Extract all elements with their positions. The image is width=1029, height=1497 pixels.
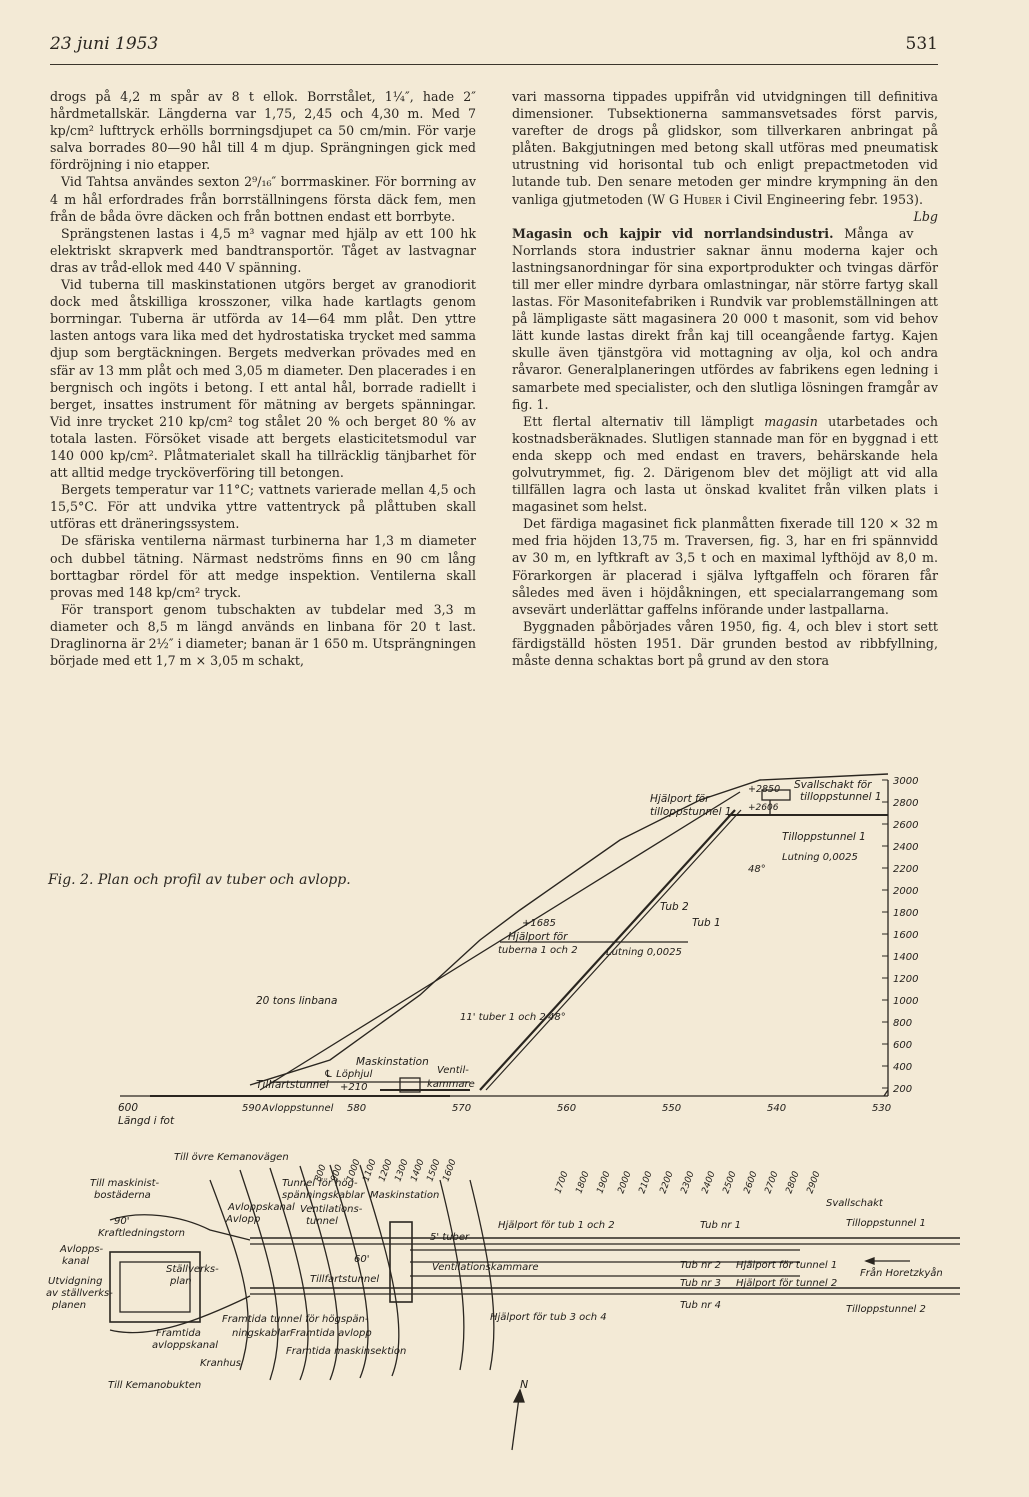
paragraph-text: Ett flertal alternativ till lämpligt — [523, 413, 754, 429]
chainage-tick-label: 550 — [662, 1103, 682, 1114]
chainage-tick-label: 530 — [872, 1103, 892, 1114]
label-tillfartstunnel: Tillfartstunnel — [256, 1079, 329, 1091]
paragraph: drogs på 4,2 m spår av 8 t ellok. Borrstålet, 1¼″, hade 2″ hårdmetallskär. Längderna var 1,75, 2,45 och 4,30 m. Med 7 kp/cm² lufttryck erhölls borrningsdjupet ca 50 cm/min. För varje salva borrades 80—90 hål till 4 m djup. Sprängningen gick med fördröjning i nio etapper. — [50, 89, 476, 173]
label-tub-nr2: Tub nr 2 — [680, 1260, 721, 1271]
paragraph: Vid Tahtsa användes sexton 2⁹/₁₆″ borrmaskiner. För borrning av 4 m hål erfordrades från borrställningens första däck fem, men från de båda övre däcken och från bottnen endast ett borrbyte. — [50, 174, 476, 224]
paragraph: Bergets temperatur var 11°C; vattnets varierade mellan 4,5 och 15,5°C. För att undvika yttre vattentryck på plåttuben skall utföras ett dräneringssystem. — [50, 482, 476, 532]
label-utvidgning: planen — [52, 1300, 87, 1311]
section-paragraph — [512, 225, 938, 413]
label-hjalport-tuber: Hjälport för — [508, 931, 568, 943]
label-avloppskanal-left: kanal — [62, 1256, 90, 1267]
label-kranhus: Kranhus — [200, 1358, 242, 1369]
plan-diagram — [0, 1140, 1029, 1497]
label-north: N — [520, 1378, 529, 1391]
label-lutning: Lutning 0,0025 — [782, 852, 858, 863]
elevation-tick-label: 2600 — [893, 820, 919, 831]
label-maskinstation: Maskinstation — [370, 1190, 440, 1201]
label-ventilationstunnel: tunnel — [306, 1216, 338, 1227]
label-lutning: Lutning 0,0025 — [606, 947, 682, 958]
label-length-num: 600 — [118, 1102, 139, 1114]
paragraph: För transport genom tubschakten av tubdelar med 3,3 m diameter och 8,5 m längd används en linbana för 20 t last. Draglinorna är 2½″ i diameter; banan är 1 650 m. Utsprängningen började med ett 1,7 m × 3,05 m schakt, — [50, 601, 476, 669]
page-header — [50, 30, 938, 65]
elevation-tick-label: 400 — [893, 1062, 913, 1073]
page-number: 531 — [905, 34, 938, 54]
paragraph — [512, 88, 938, 224]
label-tub-nr4: Tub nr 4 — [680, 1300, 721, 1311]
paragraph: Sprängstenen lastas i 4,5 m³ vagnar med hjälp av ett 100 hk elektriskt skrapverk med bandtransportör. Tåget av lastvagnar dras av tråd-ellok med 440 V spänning. — [50, 225, 476, 275]
profile-chainage-ticks — [242, 1103, 891, 1114]
plan-elevation-label: 2000 — [616, 1170, 634, 1196]
plan-elevation-label: 2600 — [742, 1170, 760, 1196]
plan-elevation-label: 2100 — [637, 1170, 655, 1196]
paragraph: Det färdiga magasinet fick planmåtten fixerade till 120 × 32 m med fria höjden 13,75 m. Traversen, fig. 3, har en fri spännvidd av 30 m, en lyftkraft av 3,5 t och en maximal lyfthöjd av 8,0 m. Förarkorgen är placerad i själva lyftgaffeln och föraren får således med även i höjdåkningen, ett specialarrangemang som avsevärt underlättar gaffelns införande under lastpallarna. — [512, 516, 938, 617]
label-tub2: Tub 2 — [660, 901, 689, 913]
left-column — [50, 88, 476, 669]
paragraph: De sfäriska ventilerna närmast turbinerna har 1,3 m diameter och dubbel tätning. Närmast nedströms finns en 90 cm lång borttagbar rördel för att medge inspektion. Ventilerna skall provas med 148 kp/cm² tryck. — [50, 533, 476, 600]
label-ninety: 90' — [114, 1216, 130, 1227]
label-framtida-tunnel: ningskablar — [232, 1328, 291, 1339]
label-tilloppstunnel1: Tilloppstunnel 1 — [846, 1218, 926, 1229]
label-sixty: 60' — [354, 1254, 370, 1265]
elevation-tick-label: 1200 — [893, 974, 919, 985]
label-fran-horetzkyan: Från Horetzkyån — [860, 1268, 943, 1279]
label-avlopp: Avlopp — [226, 1214, 261, 1225]
plan-elevation-label: 1100 — [361, 1158, 379, 1184]
label-hjalport-tunnel2: Hjälport för tunnel 2 — [736, 1278, 838, 1289]
label-avloppskanal: Avloppskanal — [228, 1202, 295, 1213]
chainage-tick-label: 590 — [242, 1103, 262, 1114]
label-framtida-avlopp: Framtida avlopp — [290, 1328, 372, 1339]
plan-elevation-label: 1500 — [425, 1158, 443, 1184]
label-tillfartstunnel: Tillfartstunnel — [310, 1274, 380, 1285]
label-5-tuber: 5' tuber — [430, 1232, 470, 1243]
label-svallschakt: Svallschakt för — [794, 779, 872, 791]
label-hjalport-tuber: tuberna 1 och 2 — [498, 945, 578, 956]
author-name: Huber — [683, 191, 722, 207]
plan-elevation-label: 1200 — [377, 1158, 395, 1184]
label-stallverksplan: plan — [170, 1276, 192, 1287]
label-framtida-maskinsektion: Framtida maskinsektion — [286, 1346, 407, 1357]
label-tub-nr3: Tub nr 3 — [680, 1278, 721, 1289]
plan-elevation-label: 2800 — [784, 1170, 802, 1196]
paragraph: Vid tuberna till maskinstationen utgörs berget av granodiorit dock med åtskilliga krosszoner, vilka hade kartlagts genom borrningar. Tuberna är utförda av 14—64 mm plåt. Den yttre lasten antogs vara lika med det hydrostatiska trycket med samma djup som bergtäckningen. Bergets medverkan prövades med en sfär av 13 mm plåt och med 3,05 m diameter. Den placerades i en bergnisch och ingöts i betong. I ett antal hål, borrade radiellt i berget, insattes instrument för mätning av bergets spänningar. Vid inre trycket 210 kp/cm² tog stålet 20 % och berget 80 % av totala lasten. Försöket visade att bergets elasticitetsmodul var 140 000 kp/cm². Plåtmaterialet skall ha tillräcklig tänjbarhet för att alltid medge trycköverföring till betongen. — [50, 277, 476, 481]
maskinstation-block — [390, 1222, 412, 1302]
plan-elevation-label: 2200 — [658, 1170, 676, 1196]
chainage-tick-label: 570 — [452, 1103, 472, 1114]
label-till-ovre-kemanovagen: Till övre Kemanovägen — [174, 1152, 289, 1163]
label-utvidgning: av ställverks- — [46, 1288, 113, 1299]
label-avloppskanal-left: Avlopps- — [60, 1244, 104, 1255]
label-ventilationskammare: Ventilationskammare — [432, 1262, 539, 1273]
plan-elevation-label: 1800 — [574, 1170, 592, 1196]
elevation-tick-label: 1600 — [893, 930, 919, 941]
plan-elevation-label: 1000 — [345, 1158, 363, 1184]
plan-elevation-label: 2700 — [763, 1170, 781, 1196]
label-framtida-avloppskanal: avloppskanal — [152, 1340, 219, 1351]
label-maskinstation: Maskinstation — [356, 1056, 429, 1068]
section-title: Magasin och kajpir vid norrlandsindustri. — [512, 225, 834, 241]
label-tunnel-hogspanning: spänningskablar — [282, 1190, 365, 1201]
label-tilloppstunnel: Tilloppstunnel 1 — [782, 831, 866, 843]
paragraph-text: Många av Norrlands stora industrier saknar ännu moderna kajer och lastningsanordningar för sina exportprodukter och tvingas därför till mer eller mindre dyrbara omlastningar, när större fartyg skall lastas. För Masonitefabriken i Rundvik var problemställningen att på lämpligaste sätt magasinera 20 000 t masonit, som vid behov lätt kunde lastas direkt från kaj till oceangående fartyg. Kajen skulle även tjänstgöra vid mottagning av olja, kol och andra råvaror. Generalplaneringen utfördes av fabrikens egen ledning i samarbete med specialister, och den slutliga lösningen framgår av fig. 1. — [512, 225, 938, 412]
paragraph-text: vari massorna tippades uppifrån vid utvidgningen till definitiva dimensioner. Tubsektionerna sammansvetsades först parvis, varefter de drogs på glidskor, som tillverkaren anbringat på plåten. Bakgjutningen med betong skall utföras med pneumatisk utrustning vid horisontal tub och enligt prepactmetoden vid lutande tub. Den senare metoden ger mindre krympning än den vanliga gjutmetoden (W G — [512, 89, 938, 207]
emphasis: magasin — [764, 413, 818, 429]
label-framtida-avloppskanal: Framtida — [156, 1328, 201, 1339]
paragraph — [512, 413, 938, 516]
chainage-tick-label: 580 — [347, 1103, 367, 1114]
plan-elevation-label: 1600 — [441, 1158, 459, 1184]
figure-caption: Fig. 2. Plan och profil av tuber och avlopp. — [48, 872, 351, 888]
elevation-tick-label: 1000 — [893, 996, 919, 1007]
plan-elevation-label: 1900 — [595, 1170, 613, 1196]
elevation-tick-label: 2200 — [893, 864, 919, 875]
elevation-tick-label: 1800 — [893, 908, 919, 919]
plan-elevation-label: 900 — [329, 1163, 345, 1184]
label-elevation: +2606 — [748, 803, 779, 813]
label-kraftledningstorn: Kraftledningstorn — [98, 1228, 186, 1239]
signature: Lbg — [913, 208, 938, 224]
elevation-tick-label: 2800 — [893, 798, 919, 809]
elevation-tick-label: 3000 — [893, 776, 919, 787]
label-linbana: 20 tons linbana — [256, 995, 338, 1007]
label-hjalport-tub34: Hjälport för tub 3 och 4 — [490, 1312, 607, 1323]
label-elevation: +1685 — [522, 918, 556, 929]
label-ventilationstunnel: Ventilations- — [300, 1204, 363, 1215]
label-utvidgning: Utvidgning — [48, 1276, 103, 1287]
label-angle: 48° — [748, 864, 766, 875]
profile-diagram — [0, 760, 1029, 1140]
elevation-tick-label: 2400 — [893, 842, 919, 853]
label-till-kemanobukten: Till Kemanobukten — [108, 1380, 202, 1391]
chainage-tick-label: 540 — [767, 1103, 787, 1114]
label-ventilkammare: kammare — [427, 1079, 475, 1090]
label-avloppstunnel: Avloppstunnel — [262, 1103, 334, 1114]
plan-elevation-label: 2300 — [679, 1170, 697, 1196]
cableway-line — [260, 792, 740, 1090]
plan-elevation-label: 1400 — [409, 1158, 427, 1184]
label-length-unit: Längd i fot — [118, 1115, 175, 1127]
elevation-tick-label: 1400 — [893, 952, 919, 963]
paragraph-text: utarbetades och kostnadsberäknades. Slutligen stannade man för en byggnad i ett enda skepp och med endast en travers, behärskande hela golvutrymmet, fig. 2. Därigenom blev det möjligt att vid alla tillfällen lagra och lasta ut önskad kvalitet från vilken plats i magasinet som helst. — [512, 413, 938, 515]
label-till-maskinistbostaderna: bostäderna — [94, 1190, 151, 1201]
elevation-tick-label: 800 — [893, 1018, 913, 1029]
label-hjalport: Hjälport för — [650, 793, 710, 805]
label-ventilkammare: Ventil- — [437, 1065, 469, 1076]
label-till-maskinistbostaderna: Till maskinist- — [90, 1178, 160, 1189]
label-svallschakt: Svallschakt — [826, 1198, 883, 1209]
label-tilloppstunnel2: Tilloppstunnel 2 — [846, 1304, 926, 1315]
plan-elevation-label: 1300 — [393, 1158, 411, 1184]
label-hjalport-tub12: Hjälport för tub 1 och 2 — [498, 1220, 615, 1231]
issue-date: 23 juni 1953 — [50, 34, 159, 54]
label-elevation: +2850 — [748, 784, 781, 795]
label-tunnel-hogspanning: Tunnel för hög- — [282, 1178, 358, 1189]
label-tub-nr1: Tub nr 1 — [700, 1220, 741, 1231]
label-stallverksplan: Ställverks- — [166, 1264, 219, 1275]
chainage-tick-label: 560 — [557, 1103, 577, 1114]
elevation-tick-label: 2000 — [893, 886, 919, 897]
right-column — [512, 88, 938, 669]
plan-elevation-label: 2500 — [721, 1170, 739, 1196]
plan-elevation-label: 1700 — [553, 1170, 571, 1196]
label-framtida-tunnel: Framtida tunnel för högspän- — [222, 1314, 369, 1325]
ground-surface — [250, 774, 888, 1085]
label-hjalport: tilloppstunnel 1 — [650, 806, 732, 818]
plan-elevation-label: 2400 — [700, 1170, 718, 1196]
label-hjalport-tunnel1: Hjälport för tunnel 1 — [736, 1260, 838, 1271]
plan-elevation-label: 2900 — [805, 1170, 823, 1196]
label-tuber: 11' tuber 1 och 2 — [460, 1012, 546, 1023]
label-tub1: Tub 1 — [692, 917, 721, 929]
plan-elevation-label: 800 — [313, 1163, 329, 1184]
label-angle: 48° — [548, 1012, 566, 1023]
label-lophjul: ℄ Löphjul — [324, 1069, 373, 1080]
paragraph: Byggnaden påbörjades våren 1950, fig. 4, och blev i stort sett färdigställd hösten 1951. Där grunden bestod av ribbfyllning, måste denna schaktas bort på grund av den stora — [512, 618, 938, 668]
elevation-tick-label: 200 — [893, 1084, 913, 1095]
elevation-tick-label: 600 — [893, 1040, 913, 1051]
paragraph-text: i Civil Engineering febr. 1953). — [725, 191, 923, 207]
label-svallschakt: tilloppstunnel 1 — [800, 791, 882, 803]
label-elevation: +210 — [340, 1082, 368, 1093]
